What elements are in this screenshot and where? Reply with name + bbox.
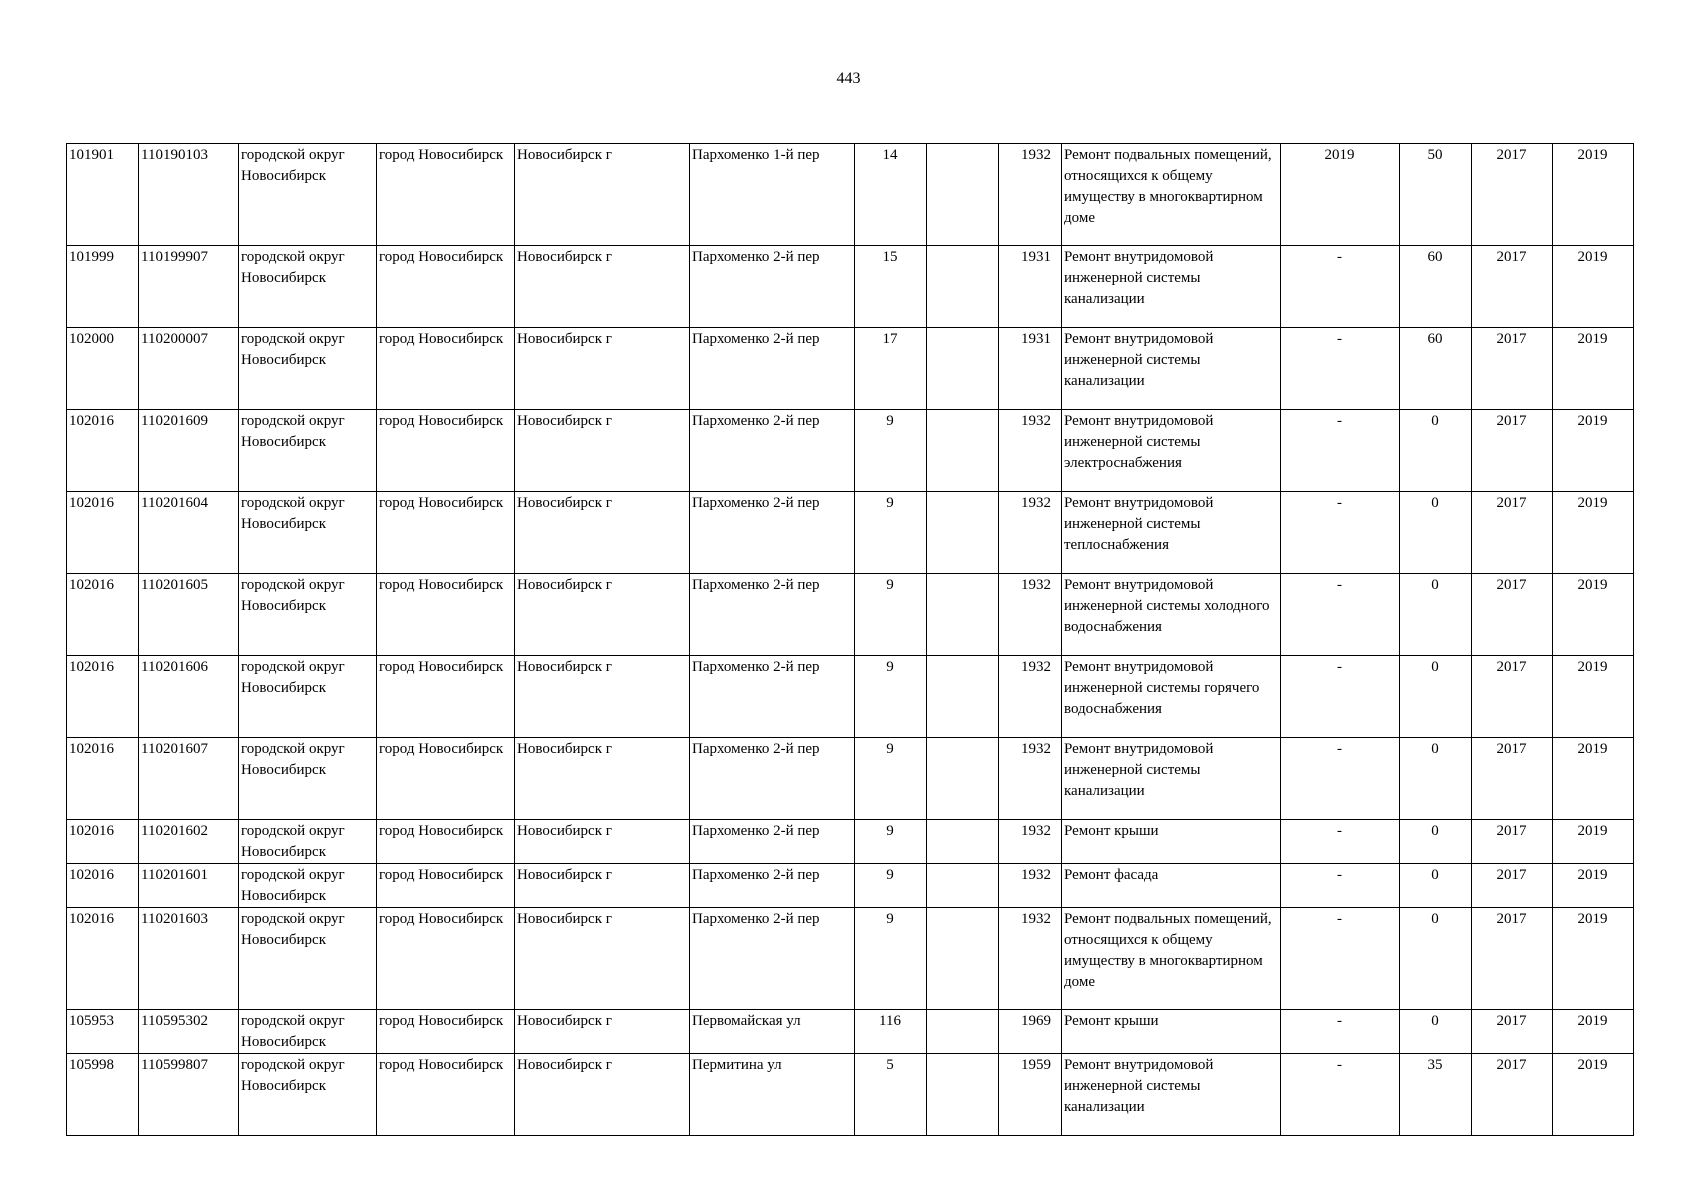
row-end-year: 2019 bbox=[1553, 738, 1634, 820]
row-id: 102016 bbox=[67, 574, 139, 656]
row-code: 110201609 bbox=[139, 410, 239, 492]
row-city: Новосибирск г bbox=[515, 738, 690, 820]
row-start-year: 2017 bbox=[1472, 574, 1553, 656]
page-number: 443 bbox=[836, 70, 861, 87]
row-code: 110201604 bbox=[139, 492, 239, 574]
row-wear: 0 bbox=[1400, 1010, 1472, 1054]
row-work: Ремонт внутридомовой инженерной системы канализации bbox=[1062, 1054, 1281, 1136]
row-city: Новосибирск г bbox=[515, 246, 690, 328]
row-settlement: город Новосибирск bbox=[377, 492, 515, 574]
row-house: 15 bbox=[855, 246, 927, 328]
row-id: 102016 bbox=[67, 410, 139, 492]
row-year: 1931 bbox=[999, 328, 1062, 410]
table-row bbox=[67, 574, 1634, 656]
row-building bbox=[927, 492, 999, 574]
row-id: 102016 bbox=[67, 820, 139, 864]
table-row bbox=[67, 492, 1634, 574]
row-district: городской округ Новосибирск bbox=[239, 908, 377, 1010]
repair-program-table bbox=[66, 143, 1634, 1136]
row-district: городской округ Новосибирск bbox=[239, 820, 377, 864]
row-start-year: 2017 bbox=[1472, 328, 1553, 410]
row-end-year: 2019 bbox=[1553, 328, 1634, 410]
row-building bbox=[927, 1054, 999, 1136]
row-id: 102016 bbox=[67, 738, 139, 820]
row-work: Ремонт внутридомовой инженерной системы канализации bbox=[1062, 246, 1281, 328]
row-last-repair: - bbox=[1281, 864, 1400, 908]
row-building bbox=[927, 144, 999, 246]
row-start-year: 2017 bbox=[1472, 410, 1553, 492]
row-wear: 0 bbox=[1400, 410, 1472, 492]
row-settlement: город Новосибирск bbox=[377, 574, 515, 656]
table-row bbox=[67, 246, 1634, 328]
row-street: Пермитина ул bbox=[690, 1054, 855, 1136]
row-wear: 50 bbox=[1400, 144, 1472, 246]
row-year: 1932 bbox=[999, 656, 1062, 738]
row-id: 101999 bbox=[67, 246, 139, 328]
row-work: Ремонт внутридомовой инженерной системы холодного водоснабжения bbox=[1062, 574, 1281, 656]
row-last-repair: - bbox=[1281, 1010, 1400, 1054]
row-house: 9 bbox=[855, 492, 927, 574]
row-code: 110201603 bbox=[139, 908, 239, 1010]
row-district: городской округ Новосибирск bbox=[239, 574, 377, 656]
row-start-year: 2017 bbox=[1472, 246, 1553, 328]
row-city: Новосибирск г bbox=[515, 144, 690, 246]
row-district: городской округ Новосибирск bbox=[239, 1010, 377, 1054]
row-settlement: город Новосибирск bbox=[377, 144, 515, 246]
row-wear: 0 bbox=[1400, 492, 1472, 574]
row-last-repair: - bbox=[1281, 328, 1400, 410]
row-street: Пархоменко 2-й пер bbox=[690, 574, 855, 656]
row-city: Новосибирск г bbox=[515, 864, 690, 908]
row-house: 9 bbox=[855, 908, 927, 1010]
row-id: 102016 bbox=[67, 656, 139, 738]
row-wear: 0 bbox=[1400, 656, 1472, 738]
row-end-year: 2019 bbox=[1553, 492, 1634, 574]
row-code: 110190103 bbox=[139, 144, 239, 246]
row-district: городской округ Новосибирск bbox=[239, 1054, 377, 1136]
row-house: 9 bbox=[855, 410, 927, 492]
row-end-year: 2019 bbox=[1553, 820, 1634, 864]
row-city: Новосибирск г bbox=[515, 820, 690, 864]
row-start-year: 2017 bbox=[1472, 144, 1553, 246]
row-building bbox=[927, 246, 999, 328]
row-street: Пархоменко 2-й пер bbox=[690, 738, 855, 820]
row-house: 14 bbox=[855, 144, 927, 246]
row-settlement: город Новосибирск bbox=[377, 328, 515, 410]
row-building bbox=[927, 908, 999, 1010]
table-row bbox=[67, 1054, 1634, 1136]
row-city: Новосибирск г bbox=[515, 908, 690, 1010]
row-start-year: 2017 bbox=[1472, 492, 1553, 574]
row-year: 1932 bbox=[999, 908, 1062, 1010]
row-end-year: 2019 bbox=[1553, 1054, 1634, 1136]
row-district: городской округ Новосибирск bbox=[239, 492, 377, 574]
row-settlement: город Новосибирск bbox=[377, 1010, 515, 1054]
row-house: 9 bbox=[855, 574, 927, 656]
table-row bbox=[67, 656, 1634, 738]
row-wear: 0 bbox=[1400, 908, 1472, 1010]
row-building bbox=[927, 410, 999, 492]
row-start-year: 2017 bbox=[1472, 820, 1553, 864]
row-work: Ремонт крыши bbox=[1062, 820, 1281, 864]
row-year: 1932 bbox=[999, 820, 1062, 864]
row-city: Новосибирск г bbox=[515, 574, 690, 656]
row-year: 1959 bbox=[999, 1054, 1062, 1136]
row-wear: 0 bbox=[1400, 820, 1472, 864]
row-code: 110200007 bbox=[139, 328, 239, 410]
row-city: Новосибирск г bbox=[515, 492, 690, 574]
row-id: 101901 bbox=[67, 144, 139, 246]
row-year: 1931 bbox=[999, 246, 1062, 328]
row-house: 116 bbox=[855, 1010, 927, 1054]
row-house: 17 bbox=[855, 328, 927, 410]
row-work: Ремонт внутридомовой инженерной системы канализации bbox=[1062, 328, 1281, 410]
row-wear: 35 bbox=[1400, 1054, 1472, 1136]
row-district: городской округ Новосибирск bbox=[239, 738, 377, 820]
row-city: Новосибирск г bbox=[515, 656, 690, 738]
row-work: Ремонт внутридомовой инженерной системы электроснабжения bbox=[1062, 410, 1281, 492]
row-district: городской округ Новосибирск bbox=[239, 144, 377, 246]
row-end-year: 2019 bbox=[1553, 656, 1634, 738]
row-street: Пархоменко 2-й пер bbox=[690, 246, 855, 328]
row-code: 110201607 bbox=[139, 738, 239, 820]
row-street: Пархоменко 2-й пер bbox=[690, 908, 855, 1010]
row-street: Пархоменко 1-й пер bbox=[690, 144, 855, 246]
row-end-year: 2019 bbox=[1553, 1010, 1634, 1054]
row-code: 110199907 bbox=[139, 246, 239, 328]
row-settlement: город Новосибирск bbox=[377, 738, 515, 820]
row-last-repair: - bbox=[1281, 656, 1400, 738]
row-house: 9 bbox=[855, 820, 927, 864]
row-last-repair: - bbox=[1281, 908, 1400, 1010]
row-last-repair: 2019 bbox=[1281, 144, 1400, 246]
row-district: городской округ Новосибирск bbox=[239, 328, 377, 410]
row-code: 110201605 bbox=[139, 574, 239, 656]
table-row bbox=[67, 820, 1634, 864]
row-end-year: 2019 bbox=[1553, 246, 1634, 328]
row-end-year: 2019 bbox=[1553, 574, 1634, 656]
row-building bbox=[927, 864, 999, 908]
row-district: городской округ Новосибирск bbox=[239, 246, 377, 328]
row-street: Пархоменко 2-й пер bbox=[690, 656, 855, 738]
row-code: 110595302 bbox=[139, 1010, 239, 1054]
row-settlement: город Новосибирск bbox=[377, 908, 515, 1010]
row-work: Ремонт внутридомовой инженерной системы теплоснабжения bbox=[1062, 492, 1281, 574]
row-building bbox=[927, 656, 999, 738]
row-year: 1932 bbox=[999, 574, 1062, 656]
row-street: Пархоменко 2-й пер bbox=[690, 864, 855, 908]
row-end-year: 2019 bbox=[1553, 908, 1634, 1010]
table-row bbox=[67, 410, 1634, 492]
row-last-repair: - bbox=[1281, 574, 1400, 656]
row-settlement: город Новосибирск bbox=[377, 820, 515, 864]
row-year: 1932 bbox=[999, 864, 1062, 908]
row-last-repair: - bbox=[1281, 820, 1400, 864]
row-street: Пархоменко 2-й пер bbox=[690, 328, 855, 410]
row-year: 1969 bbox=[999, 1010, 1062, 1054]
row-end-year: 2019 bbox=[1553, 410, 1634, 492]
row-work: Ремонт подвальных помещений, относящихся к общему имуществу в многоквартирном доме bbox=[1062, 908, 1281, 1010]
row-wear: 0 bbox=[1400, 864, 1472, 908]
row-house: 9 bbox=[855, 656, 927, 738]
row-year: 1932 bbox=[999, 492, 1062, 574]
row-last-repair: - bbox=[1281, 410, 1400, 492]
row-house: 9 bbox=[855, 864, 927, 908]
row-code: 110201601 bbox=[139, 864, 239, 908]
row-start-year: 2017 bbox=[1472, 864, 1553, 908]
row-work: Ремонт внутридомовой инженерной системы канализации bbox=[1062, 738, 1281, 820]
row-code: 110599807 bbox=[139, 1054, 239, 1136]
row-id: 102016 bbox=[67, 908, 139, 1010]
row-start-year: 2017 bbox=[1472, 738, 1553, 820]
row-street: Первомайская ул bbox=[690, 1010, 855, 1054]
row-settlement: город Новосибирск bbox=[377, 410, 515, 492]
row-building bbox=[927, 1010, 999, 1054]
table-row bbox=[67, 908, 1634, 1010]
row-start-year: 2017 bbox=[1472, 656, 1553, 738]
row-id: 105998 bbox=[67, 1054, 139, 1136]
row-house: 9 bbox=[855, 738, 927, 820]
row-last-repair: - bbox=[1281, 492, 1400, 574]
row-start-year: 2017 bbox=[1472, 1010, 1553, 1054]
row-id: 102000 bbox=[67, 328, 139, 410]
row-last-repair: - bbox=[1281, 246, 1400, 328]
row-last-repair: - bbox=[1281, 738, 1400, 820]
row-street: Пархоменко 2-й пер bbox=[690, 492, 855, 574]
row-wear: 60 bbox=[1400, 246, 1472, 328]
row-year: 1932 bbox=[999, 738, 1062, 820]
row-district: городской округ Новосибирск bbox=[239, 656, 377, 738]
row-district: городской округ Новосибирск bbox=[239, 410, 377, 492]
row-district: городской округ Новосибирск bbox=[239, 864, 377, 908]
table-row bbox=[67, 144, 1634, 246]
row-year: 1932 bbox=[999, 410, 1062, 492]
row-work: Ремонт фасада bbox=[1062, 864, 1281, 908]
row-street: Пархоменко 2-й пер bbox=[690, 410, 855, 492]
row-end-year: 2019 bbox=[1553, 144, 1634, 246]
row-start-year: 2017 bbox=[1472, 908, 1553, 1010]
row-id: 105953 bbox=[67, 1010, 139, 1054]
row-id: 102016 bbox=[67, 492, 139, 574]
row-work: Ремонт внутридомовой инженерной системы горячего водоснабжения bbox=[1062, 656, 1281, 738]
row-work: Ремонт подвальных помещений, относящихся к общему имуществу в многоквартирном доме bbox=[1062, 144, 1281, 246]
table-row bbox=[67, 328, 1634, 410]
row-building bbox=[927, 738, 999, 820]
table-row bbox=[67, 1010, 1634, 1054]
row-last-repair: - bbox=[1281, 1054, 1400, 1136]
row-city: Новосибирск г bbox=[515, 1010, 690, 1054]
table-row bbox=[67, 738, 1634, 820]
row-wear: 0 bbox=[1400, 738, 1472, 820]
row-year: 1932 bbox=[999, 144, 1062, 246]
row-code: 110201606 bbox=[139, 656, 239, 738]
row-id: 102016 bbox=[67, 864, 139, 908]
row-city: Новосибирск г bbox=[515, 328, 690, 410]
row-wear: 0 bbox=[1400, 574, 1472, 656]
row-house: 5 bbox=[855, 1054, 927, 1136]
row-settlement: город Новосибирск bbox=[377, 1054, 515, 1136]
row-settlement: город Новосибирск bbox=[377, 246, 515, 328]
row-settlement: город Новосибирск bbox=[377, 656, 515, 738]
table-body bbox=[67, 144, 1634, 1136]
row-end-year: 2019 bbox=[1553, 864, 1634, 908]
row-street: Пархоменко 2-й пер bbox=[690, 820, 855, 864]
row-wear: 60 bbox=[1400, 328, 1472, 410]
row-building bbox=[927, 328, 999, 410]
table-row bbox=[67, 864, 1634, 908]
row-city: Новосибирск г bbox=[515, 1054, 690, 1136]
row-code: 110201602 bbox=[139, 820, 239, 864]
row-city: Новосибирск г bbox=[515, 410, 690, 492]
row-building bbox=[927, 574, 999, 656]
row-work: Ремонт крыши bbox=[1062, 1010, 1281, 1054]
row-settlement: город Новосибирск bbox=[377, 864, 515, 908]
row-building bbox=[927, 820, 999, 864]
row-start-year: 2017 bbox=[1472, 1054, 1553, 1136]
